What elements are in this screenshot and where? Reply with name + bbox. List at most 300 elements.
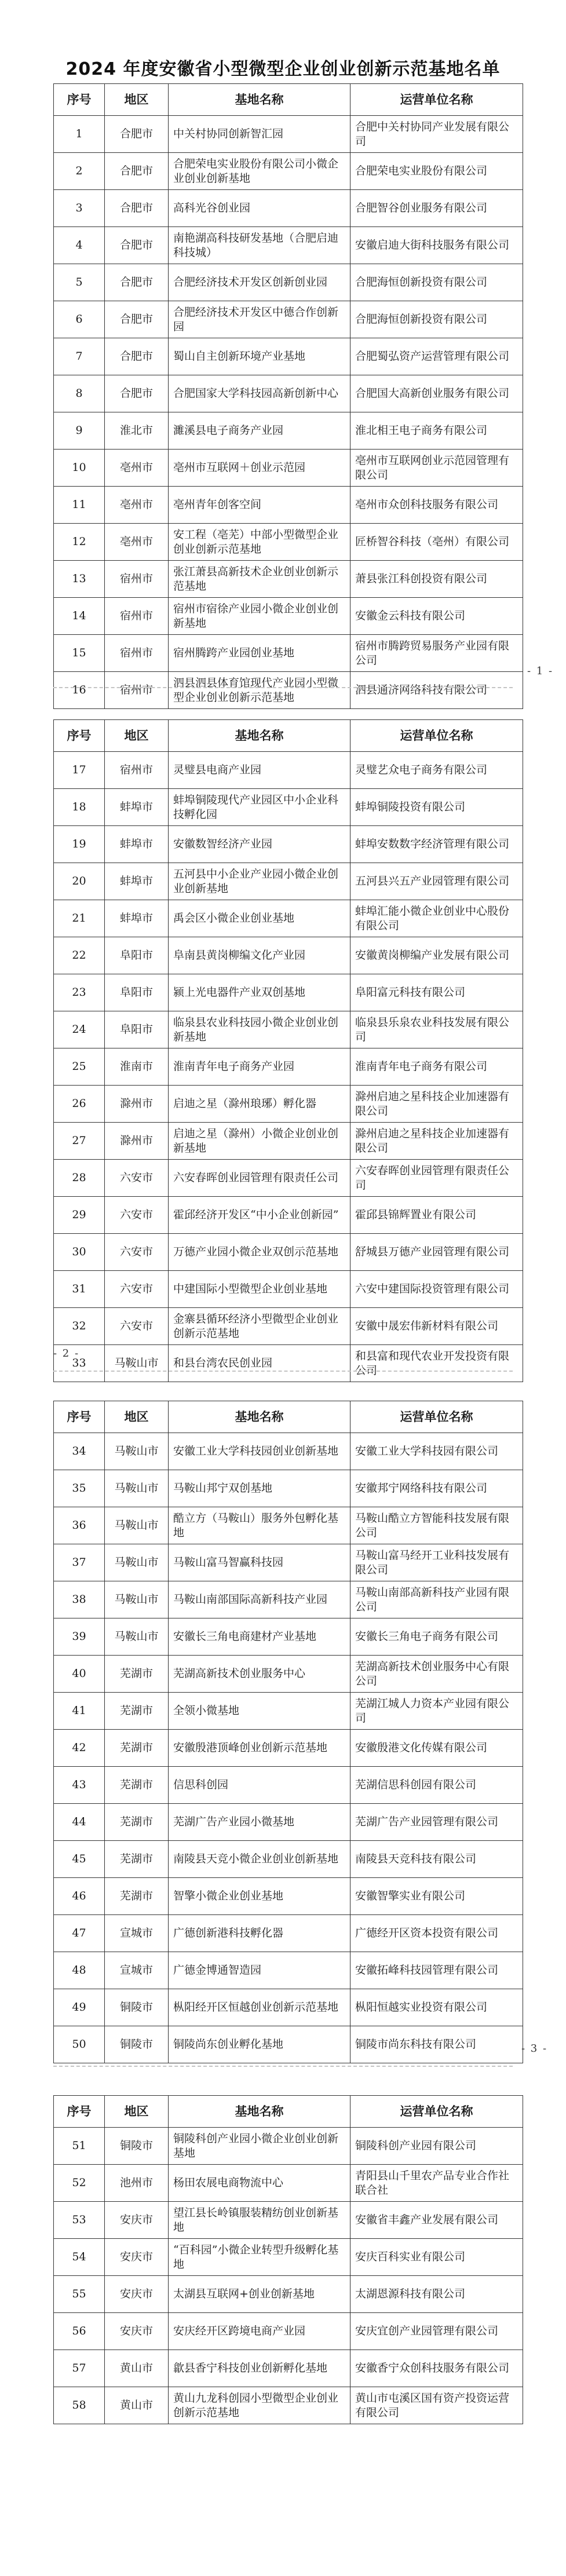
header-region: 地区 — [105, 720, 169, 752]
cell-region: 芜湖市 — [105, 1841, 169, 1878]
cell-region: 马鞍山市 — [105, 1618, 169, 1656]
cell-no: 19 — [54, 826, 105, 863]
cell-region: 合肥市 — [105, 338, 169, 375]
cell-no: 36 — [54, 1507, 105, 1544]
cell-base-name: 高科光谷创业园 — [169, 190, 350, 227]
header-base-name: 基地名称 — [169, 720, 350, 752]
cell-no: 54 — [54, 2239, 105, 2276]
cell-operator-name: 太湖恩源科技有限公司 — [350, 2276, 523, 2313]
header-no: 序号 — [54, 84, 105, 116]
cell-no: 23 — [54, 974, 105, 1011]
cell-region: 六安市 — [105, 1160, 169, 1197]
cell-operator-name: 滁州启迪之星科技企业加速器有限公司 — [350, 1086, 523, 1123]
cell-operator-name: 芜湖高新技术创业服务中心有限公司 — [350, 1656, 523, 1693]
cell-region: 安庆市 — [105, 2202, 169, 2239]
table-row — [54, 1507, 523, 1544]
cell-region: 阜阳市 — [105, 974, 169, 1011]
cell-operator-name: 舒城县万德产业园管理有限公司 — [350, 1234, 523, 1271]
cell-region: 滁州市 — [105, 1086, 169, 1123]
roster-table — [53, 2095, 523, 2424]
header-no: 序号 — [54, 2096, 105, 2128]
cell-base-name: 杨田农展电商物流中心 — [169, 2165, 350, 2202]
table-row — [54, 2026, 523, 2063]
table-row — [54, 487, 523, 524]
cell-operator-name: 枞阳恒越实业投资有限公司 — [350, 1989, 523, 2026]
cell-no: 20 — [54, 863, 105, 900]
cell-operator-name: 灵璧艺众电子商务有限公司 — [350, 752, 523, 789]
cell-operator-name: 安徽黄岗柳编产业发展有限公司 — [350, 937, 523, 974]
table-header-row — [54, 720, 523, 752]
cell-operator-name: 合肥海恒创新投资有限公司 — [350, 264, 523, 301]
page-divider — [53, 687, 513, 688]
cell-region: 蚌埠市 — [105, 863, 169, 900]
cell-base-name: 马鞍山南部国际高新科技产业园 — [169, 1581, 350, 1618]
cell-region: 六安市 — [105, 1197, 169, 1234]
cell-operator-name: 芜湖江城人力资本产业园有限公司 — [350, 1693, 523, 1730]
table-row — [54, 826, 523, 863]
cell-no: 52 — [54, 2165, 105, 2202]
cell-no: 10 — [54, 450, 105, 487]
cell-no: 48 — [54, 1952, 105, 1989]
cell-no: 39 — [54, 1618, 105, 1656]
header-operator-name: 运营单位名称 — [350, 2096, 523, 2128]
cell-region: 宣城市 — [105, 1952, 169, 1989]
table-row — [54, 338, 523, 375]
cell-base-name: 歙县香宁科技创业创新孵化基地 — [169, 2350, 350, 2387]
table-row — [54, 153, 523, 190]
header-region: 地区 — [105, 2096, 169, 2128]
roster-table — [53, 719, 523, 1382]
cell-base-name: 金寨县循环经济小型微型企业创业创新示范基地 — [169, 1308, 350, 1345]
cell-no: 15 — [54, 635, 105, 672]
cell-region: 合肥市 — [105, 301, 169, 338]
cell-operator-name: 铜陵科创产业园有限公司 — [350, 2128, 523, 2165]
table-row — [54, 2239, 523, 2276]
cell-operator-name: 阜阳富元科技有限公司 — [350, 974, 523, 1011]
cell-region: 合肥市 — [105, 227, 169, 264]
cell-operator-name: 蚌埠汇能小微企业创业中心股份有限公司 — [350, 900, 523, 937]
cell-base-name: 太湖县互联网+创业创新基地 — [169, 2276, 350, 2313]
cell-no: 44 — [54, 1804, 105, 1841]
cell-base-name: 铜陵尚东创业孵化基地 — [169, 2026, 350, 2063]
cell-base-name: 濉溪县电子商务产业园 — [169, 412, 350, 450]
page-number: - 1 - — [527, 665, 554, 677]
header-operator-name: 运营单位名称 — [350, 720, 523, 752]
cell-region: 马鞍山市 — [105, 1470, 169, 1507]
cell-no: 2 — [54, 153, 105, 190]
cell-operator-name: 淮北相王电子商务有限公司 — [350, 412, 523, 450]
cell-region: 合肥市 — [105, 116, 169, 153]
cell-no: 49 — [54, 1989, 105, 2026]
cell-base-name: 禹会区小微企业创业基地 — [169, 900, 350, 937]
table-row — [54, 2350, 523, 2387]
cell-region: 芜湖市 — [105, 1730, 169, 1767]
cell-region: 马鞍山市 — [105, 1507, 169, 1544]
cell-no: 37 — [54, 1544, 105, 1581]
cell-base-name: 南艳湖高科技研发基地（合肥启迪科技城） — [169, 227, 350, 264]
cell-operator-name: 南陵县天竞科技有限公司 — [350, 1841, 523, 1878]
cell-base-name: 启迪之星（滁州）小微企业创业创新基地 — [169, 1123, 350, 1160]
cell-no: 24 — [54, 1011, 105, 1048]
table-row — [54, 863, 523, 900]
table-row — [54, 524, 523, 561]
table-row — [54, 1952, 523, 1989]
table-row — [54, 190, 523, 227]
cell-no: 12 — [54, 524, 105, 561]
cell-operator-name: 蚌埠安数数字经济管理有限公司 — [350, 826, 523, 863]
cell-operator-name: 临泉县乐泉农业科技发展有限公司 — [350, 1011, 523, 1048]
table-row — [54, 412, 523, 450]
cell-operator-name: 安徽邦宁网络科技有限公司 — [350, 1470, 523, 1507]
page-title: 2024 年度安徽省小型微型企业创业创新示范基地名单 — [65, 59, 501, 79]
cell-operator-name: 青阳县山千里农产品专业合作社联合社 — [350, 2165, 523, 2202]
cell-no: 29 — [54, 1197, 105, 1234]
cell-base-name: 广德创新港科技孵化器 — [169, 1915, 350, 1952]
cell-region: 芜湖市 — [105, 1878, 169, 1915]
cell-no: 42 — [54, 1730, 105, 1767]
cell-operator-name: 安徽金云科技有限公司 — [350, 598, 523, 635]
cell-no: 5 — [54, 264, 105, 301]
cell-operator-name: 马鞍山南部高新科技产业园有限公司 — [350, 1581, 523, 1618]
cell-base-name: 六安春晖创业园管理有限责任公司 — [169, 1160, 350, 1197]
cell-region: 蚌埠市 — [105, 900, 169, 937]
cell-no: 1 — [54, 116, 105, 153]
table-row — [54, 1618, 523, 1656]
table-row — [54, 450, 523, 487]
table-row — [54, 1433, 523, 1470]
cell-base-name: 合肥经济技术开发区创新创业园 — [169, 264, 350, 301]
table-row — [54, 1656, 523, 1693]
cell-region: 芜湖市 — [105, 1804, 169, 1841]
cell-no: 55 — [54, 2276, 105, 2313]
table-row — [54, 1271, 523, 1308]
cell-no: 9 — [54, 412, 105, 450]
cell-operator-name: 淮南青年电子商务有限公司 — [350, 1048, 523, 1086]
cell-base-name: 安庆经开区跨境电商产业园 — [169, 2313, 350, 2350]
cell-base-name: 广德金博通智造园 — [169, 1952, 350, 1989]
table-row — [54, 1878, 523, 1915]
cell-no: 35 — [54, 1470, 105, 1507]
cell-operator-name: 亳州市众创科技服务有限公司 — [350, 487, 523, 524]
cell-region: 阜阳市 — [105, 1011, 169, 1048]
cell-operator-name: 安庆百科实业有限公司 — [350, 2239, 523, 2276]
cell-region: 马鞍山市 — [105, 1581, 169, 1618]
page-divider — [53, 2066, 513, 2067]
cell-base-name: 霍邱经济开发区“中小企业创新园” — [169, 1197, 350, 1234]
cell-operator-name: 黄山市屯溪区国有资产投资运营有限公司 — [350, 2387, 523, 2424]
table-row — [54, 1234, 523, 1271]
cell-base-name: 阜南县黄岗柳编文化产业园 — [169, 937, 350, 974]
table-header-row — [54, 1401, 523, 1433]
cell-base-name: 安徽殷港顶峰创业创新示范基地 — [169, 1730, 350, 1767]
table-row — [54, 2128, 523, 2165]
cell-operator-name: 宿州市腾跨贸易服务产业园有限公司 — [350, 635, 523, 672]
cell-base-name: 颍上光电器件产业双创基地 — [169, 974, 350, 1011]
cell-base-name: 南陵县天竞小微企业创业创新基地 — [169, 1841, 350, 1878]
cell-base-name: 芜湖广告产业园小微基地 — [169, 1804, 350, 1841]
cell-operator-name: 安徽启迪大街科技服务有限公司 — [350, 227, 523, 264]
cell-no: 34 — [54, 1433, 105, 1470]
cell-base-name: 马鞍山富马智赢科技园 — [169, 1544, 350, 1581]
table-row — [54, 1767, 523, 1804]
cell-operator-name: 五河县兴五产业园管理有限公司 — [350, 863, 523, 900]
cell-base-name: 亳州市互联网＋创业示范园 — [169, 450, 350, 487]
cell-no: 25 — [54, 1048, 105, 1086]
cell-no: 50 — [54, 2026, 105, 2063]
cell-operator-name: 安徽殷港文化传媒有限公司 — [350, 1730, 523, 1767]
table-row — [54, 789, 523, 826]
cell-no: 43 — [54, 1767, 105, 1804]
cell-region: 铜陵市 — [105, 2026, 169, 2063]
cell-region: 合肥市 — [105, 264, 169, 301]
table-row — [54, 116, 523, 153]
cell-base-name: 安徽数智经济产业园 — [169, 826, 350, 863]
header-operator-name: 运营单位名称 — [350, 1401, 523, 1433]
cell-base-name: 泗县泗县体育馆现代产业园小型微型企业创业创新示范基地 — [169, 672, 350, 709]
table-row — [54, 1197, 523, 1234]
cell-operator-name: 合肥蜀弘资产运营管理有限公司 — [350, 338, 523, 375]
cell-operator-name: 泗县通济网络科技有限公司 — [350, 672, 523, 709]
cell-operator-name: 蚌埠铜陵投资有限公司 — [350, 789, 523, 826]
cell-operator-name: 安徽省丰鑫产业发展有限公司 — [350, 2202, 523, 2239]
cell-no: 14 — [54, 598, 105, 635]
cell-region: 马鞍山市 — [105, 1345, 169, 1382]
cell-base-name: 中建国际小型微型企业创业基地 — [169, 1271, 350, 1308]
table-row — [54, 1345, 523, 1382]
cell-region: 合肥市 — [105, 375, 169, 412]
cell-no: 8 — [54, 375, 105, 412]
table-row — [54, 974, 523, 1011]
cell-region: 黄山市 — [105, 2387, 169, 2424]
cell-operator-name: 合肥海恒创新投资有限公司 — [350, 301, 523, 338]
cell-operator-name: 匠桥智谷科技（亳州）有限公司 — [350, 524, 523, 561]
cell-region: 亳州市 — [105, 487, 169, 524]
cell-base-name: 亳州青年创客空间 — [169, 487, 350, 524]
cell-no: 26 — [54, 1086, 105, 1123]
cell-region: 宣城市 — [105, 1915, 169, 1952]
cell-no: 40 — [54, 1656, 105, 1693]
cell-operator-name: 合肥荣电实业股份有限公司 — [350, 153, 523, 190]
cell-operator-name: 安徽中晟宏伟新材料有限公司 — [350, 1308, 523, 1345]
cell-base-name: 宿州腾跨产业园创业基地 — [169, 635, 350, 672]
table-row — [54, 264, 523, 301]
table-row — [54, 1308, 523, 1345]
cell-base-name: 蜀山自主创新环境产业基地 — [169, 338, 350, 375]
cell-no: 21 — [54, 900, 105, 937]
cell-no: 11 — [54, 487, 105, 524]
cell-operator-name: 安庆宜创产业园管理有限公司 — [350, 2313, 523, 2350]
cell-base-name: 宿州市宿徐产业园小微企业创业创新基地 — [169, 598, 350, 635]
cell-base-name: 万德产业园小微企业双创示范基地 — [169, 1234, 350, 1271]
table-row — [54, 2202, 523, 2239]
cell-operator-name: 萧县张江科创投资有限公司 — [350, 561, 523, 598]
cell-no: 6 — [54, 301, 105, 338]
cell-region: 滁州市 — [105, 1123, 169, 1160]
cell-operator-name: 铜陵市尚东科技有限公司 — [350, 2026, 523, 2063]
cell-region: 合肥市 — [105, 190, 169, 227]
table-row — [54, 2387, 523, 2424]
cell-operator-name: 芜湖信思科创园有限公司 — [350, 1767, 523, 1804]
table-row — [54, 1989, 523, 2026]
cell-region: 六安市 — [105, 1271, 169, 1308]
cell-base-name: 铜陵科创产业园小微企业创业创新基地 — [169, 2128, 350, 2165]
cell-no: 18 — [54, 789, 105, 826]
cell-region: 黄山市 — [105, 2350, 169, 2387]
table-row — [54, 1160, 523, 1197]
cell-operator-name: 六安中建国际投资管理有限公司 — [350, 1271, 523, 1308]
cell-base-name: 中关村协同创新智汇园 — [169, 116, 350, 153]
cell-region: 芜湖市 — [105, 1693, 169, 1730]
cell-base-name: 安工程（亳芜）中部小型微型企业创业创新示范基地 — [169, 524, 350, 561]
table-row — [54, 227, 523, 264]
cell-region: 安庆市 — [105, 2313, 169, 2350]
cell-base-name: 酷立方（马鞍山）服务外包孵化基地 — [169, 1507, 350, 1544]
table-row — [54, 1470, 523, 1507]
cell-region: 六安市 — [105, 1234, 169, 1271]
table-row — [54, 561, 523, 598]
cell-operator-name: 滁州启迪之星科技企业加速器有限公司 — [350, 1123, 523, 1160]
cell-operator-name: 安徽智擎实业有限公司 — [350, 1878, 523, 1915]
table-row — [54, 301, 523, 338]
cell-no: 56 — [54, 2313, 105, 2350]
cell-operator-name: 安徽香宁众创科技服务有限公司 — [350, 2350, 523, 2387]
cell-no: 58 — [54, 2387, 105, 2424]
cell-region: 蚌埠市 — [105, 826, 169, 863]
header-no: 序号 — [54, 720, 105, 752]
page-divider — [53, 1371, 513, 1372]
cell-region: 亳州市 — [105, 450, 169, 487]
cell-operator-name: 广德经开区资本投资有限公司 — [350, 1915, 523, 1952]
cell-no: 30 — [54, 1234, 105, 1271]
cell-no: 22 — [54, 937, 105, 974]
table-row — [54, 752, 523, 789]
cell-no: 31 — [54, 1271, 105, 1308]
table-row — [54, 598, 523, 635]
table-row — [54, 1841, 523, 1878]
cell-region: 蚌埠市 — [105, 789, 169, 826]
cell-operator-name: 亳州市互联网创业示范园管理有限公司 — [350, 450, 523, 487]
roster-table — [53, 83, 523, 709]
cell-base-name: 智擎小微企业创业基地 — [169, 1878, 350, 1915]
cell-base-name: 安徽长三角电商建材产业基地 — [169, 1618, 350, 1656]
cell-no: 41 — [54, 1693, 105, 1730]
page-number: - 2 - — [53, 1347, 80, 1360]
header-region: 地区 — [105, 1401, 169, 1433]
cell-base-name: 芜湖高新技术创业服务中心 — [169, 1656, 350, 1693]
cell-region: 阜阳市 — [105, 937, 169, 974]
cell-region: 铜陵市 — [105, 1989, 169, 2026]
cell-base-name: 淮南青年电子商务产业园 — [169, 1048, 350, 1086]
cell-operator-name: 霍邱县锦辉置业有限公司 — [350, 1197, 523, 1234]
table-row — [54, 1011, 523, 1048]
cell-base-name: 马鞍山邦宁双创基地 — [169, 1470, 350, 1507]
cell-base-name: 灵璧县电商产业园 — [169, 752, 350, 789]
cell-no: 28 — [54, 1160, 105, 1197]
table-row — [54, 1730, 523, 1767]
roster-table — [53, 1401, 523, 2063]
table-row — [54, 900, 523, 937]
cell-region: 马鞍山市 — [105, 1433, 169, 1470]
cell-no: 53 — [54, 2202, 105, 2239]
cell-region: 宿州市 — [105, 561, 169, 598]
cell-region: 淮北市 — [105, 412, 169, 450]
cell-operator-name: 安徽工业大学科技园有限公司 — [350, 1433, 523, 1470]
cell-operator-name: 马鞍山酷立方智能科技发展有限公司 — [350, 1507, 523, 1544]
cell-operator-name: 安徽拓峰科技园管理有限公司 — [350, 1952, 523, 1989]
cell-no: 32 — [54, 1308, 105, 1345]
table-row — [54, 1086, 523, 1123]
page-number: - 3 - — [521, 2042, 548, 2055]
table-row — [54, 2313, 523, 2350]
cell-base-name: 合肥国家大学科技园高新创新中心 — [169, 375, 350, 412]
cell-no: 33 — [54, 1345, 105, 1382]
cell-base-name: 张江萧县高新技术企业创业创新示范基地 — [169, 561, 350, 598]
table-row — [54, 2165, 523, 2202]
cell-region: 池州市 — [105, 2165, 169, 2202]
cell-base-name: 信思科创园 — [169, 1767, 350, 1804]
cell-no: 13 — [54, 561, 105, 598]
cell-base-name: 和县台湾农民创业园 — [169, 1345, 350, 1382]
cell-region: 芜湖市 — [105, 1767, 169, 1804]
cell-operator-name: 芜湖广告产业园管理有限公司 — [350, 1804, 523, 1841]
cell-region: 马鞍山市 — [105, 1544, 169, 1581]
table-row — [54, 2276, 523, 2313]
table-row — [54, 1915, 523, 1952]
cell-no: 16 — [54, 672, 105, 709]
cell-region: 淮南市 — [105, 1048, 169, 1086]
header-region: 地区 — [105, 84, 169, 116]
cell-region: 安庆市 — [105, 2239, 169, 2276]
cell-no: 7 — [54, 338, 105, 375]
header-base-name: 基地名称 — [169, 1401, 350, 1433]
cell-no: 27 — [54, 1123, 105, 1160]
cell-operator-name: 六安春晖创业园管理有限责任公司 — [350, 1160, 523, 1197]
cell-region: 六安市 — [105, 1308, 169, 1345]
cell-region: 宿州市 — [105, 752, 169, 789]
cell-region: 铜陵市 — [105, 2128, 169, 2165]
table-row — [54, 1693, 523, 1730]
cell-operator-name: 合肥智谷创业服务有限公司 — [350, 190, 523, 227]
cell-base-name: 合肥经济技术开发区中德合作创新园 — [169, 301, 350, 338]
cell-no: 47 — [54, 1915, 105, 1952]
header-no: 序号 — [54, 1401, 105, 1433]
table-row — [54, 1544, 523, 1581]
cell-base-name: 枞阳经开区恒越创业创新示范基地 — [169, 1989, 350, 2026]
cell-region: 合肥市 — [105, 153, 169, 190]
cell-base-name: 蚌埠铜陵现代产业园区中小企业科技孵化园 — [169, 789, 350, 826]
cell-base-name: 全领小微基地 — [169, 1693, 350, 1730]
cell-base-name: 合肥荣电实业股份有限公司小微企业创业创新基地 — [169, 153, 350, 190]
cell-base-name: “百科园”小微企业转型升级孵化基地 — [169, 2239, 350, 2276]
cell-no: 57 — [54, 2350, 105, 2387]
cell-base-name: 望江县长岭镇服装精纺创业创新基地 — [169, 2202, 350, 2239]
table-row — [54, 1581, 523, 1618]
cell-region: 宿州市 — [105, 598, 169, 635]
cell-region: 宿州市 — [105, 635, 169, 672]
table-row — [54, 937, 523, 974]
cell-operator-name: 马鞍山富马经开工业科技发展有限公司 — [350, 1544, 523, 1581]
cell-region: 宿州市 — [105, 672, 169, 709]
cell-no: 4 — [54, 227, 105, 264]
cell-base-name: 启迪之星（滁州琅琊）孵化器 — [169, 1086, 350, 1123]
cell-region: 亳州市 — [105, 524, 169, 561]
cell-no: 38 — [54, 1581, 105, 1618]
header-base-name: 基地名称 — [169, 2096, 350, 2128]
cell-no: 51 — [54, 2128, 105, 2165]
table-row — [54, 672, 523, 709]
cell-base-name: 五河县中小企业产业园小微企业创业创新基地 — [169, 863, 350, 900]
cell-base-name: 临泉县农业科技园小微企业创业创新基地 — [169, 1011, 350, 1048]
